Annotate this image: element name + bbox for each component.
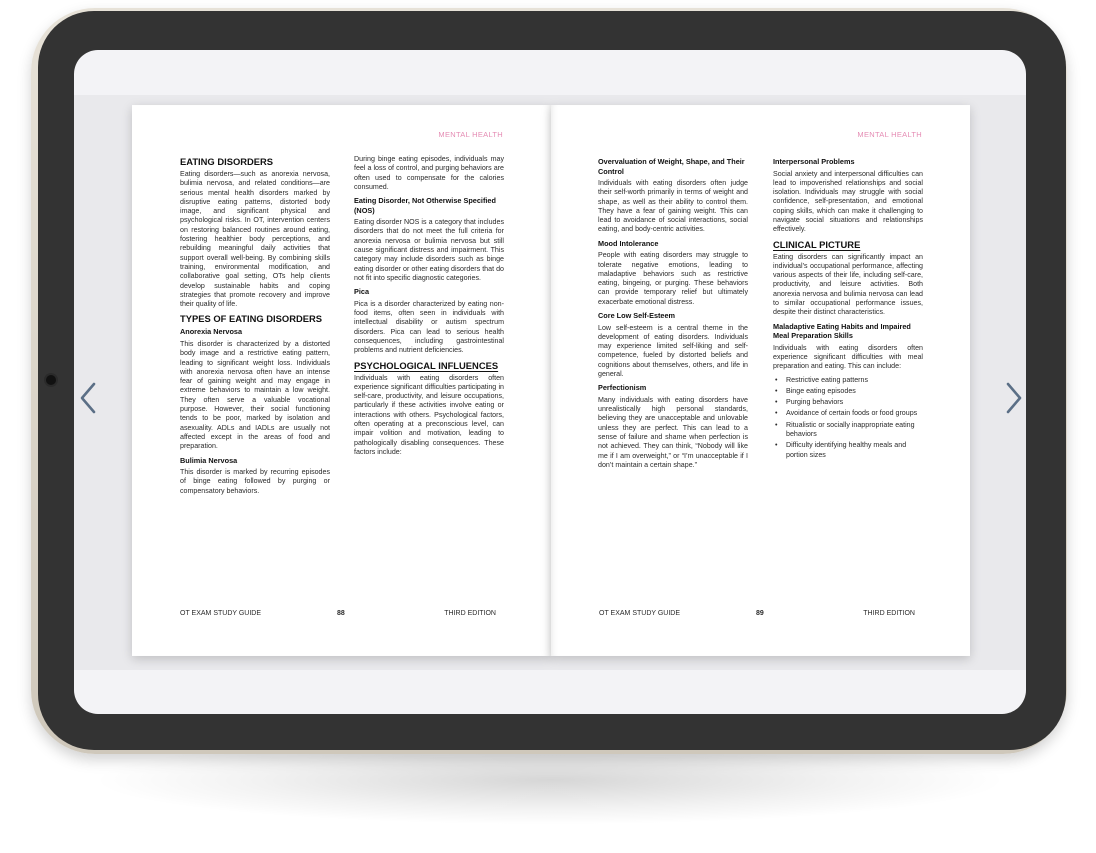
chevron-left-icon [78,380,100,416]
chevron-right-icon [1002,380,1024,416]
book-page-left [132,105,551,656]
paragraph: Eating disorder NOS is a category that includes disorders that do not meet the full criteria for anorexia nervosa or bulimia nervosa but still cause significant distress and impairment. This category may include disorders such as binge eating disorder or other eating disorders that do not fit into specific diagnostic categories. [354,218,504,282]
paragraph: Individuals with eating disorders often experience significant difficulties with meal preparation and eating. This can include: [773,343,923,371]
subsection-heading: Core Low Self-Esteem [598,311,676,321]
list-item: • Binge eating episodes [773,387,923,396]
paragraph: Eating disorders—such as anorexia nervosa, bulimia nervosa, and related conditions—are serious mental health disorders marked by disruptive eating patterns, distorted body image, and significant physical and psychological risks. In OT, intervention centers on restoring balanced routines around eating, fostering healthier body perceptions, and rebuilding meaningful daily activities that support overall well-being. By combining skills training, environmental modification, and collaborative goal setting, OTs help clients develop sustainable habits and coping strategies that promote recovery and improve their quality of life. [180,170,330,309]
subsection-heading: Perfectionism [598,383,647,393]
paragraph: Low self-esteem is a central theme in the development of eating disorders. Individuals may experience limited self-liking and self-competence, fueled by distorted beliefs and cognitions about themselves, others, and life in general. [598,323,748,379]
subsection-heading: Eating Disorder, Not Otherwise Specified (NOS) [354,196,496,215]
subsection-heading: Overvaluation of Weight, Shape, and Their Control [598,157,745,176]
paragraph: People with eating disorders may struggle to tolerate negative emotions, leading to maladaptive behaviors such as restrictive eating, bingeing, or purging. These behaviors can provide temporary relief but ultimately exacerbate emotional distress. [598,251,748,306]
subsection-heading: Mood Intolerance [598,238,659,248]
list-item: • Ritualistic or socially inappropriate eating behaviors [773,421,923,440]
paragraph: Social anxiety and interpersonal difficulties can lead to impoverished relationships and social isolation. Individuals may struggle with social confidence, self-presentation, and emotional coping skills, which can make it challenging to navigate social situations and relationships effectively. [773,169,923,234]
footer-edition: THIRD EDITION [444,610,496,617]
subsection-heading: Pica [354,287,370,297]
page-column-2 [773,155,923,462]
book-page-right [551,105,970,656]
running-head: MENTAL HEALTH [438,130,503,139]
list-item: • Purging behaviors [773,398,923,407]
paragraph: Many individuals with eating disorders have unrealistically high personal standards, believing they are unacceptable and unlovable unless they are perfect. This can lead to a sense of failure and shame when perfection is not achieved. They can think, “Nobody will like me if I am overweight,” or “I’m unacceptable if I don’t maintain a certain shape.” [598,395,748,469]
section-heading: PSYCHOLOGICAL INFLUENCES [354,359,499,371]
section-heading: CLINICAL PICTURE [773,238,861,250]
front-camera [46,375,56,385]
subsection-heading: Maladaptive Eating Habits and Impaired Meal Preparation Skills [773,321,911,341]
paragraph: Individuals with eating disorders often judge their self-worth primarily in terms of weight and shape, as well as their ability to control them. They have a fear of gaining weight. This can lead to avoidance of social interactions, social eating, and body-centric activities. [598,179,748,234]
page-column-1 [180,155,330,500]
page-column-1 [598,155,748,474]
paragraph: This disorder is marked by recurring episodes of binge eating followed by purging or compensatory behaviors. [180,468,330,495]
section-heading: EATING DISORDERS [180,156,274,167]
section-heading: TYPES OF EATING DISORDERS [180,313,323,325]
paragraph: Pica is a disorder characterized by eating non-food items, often seen in individuals with intellectual disability or autism spectrum disorders. Pica can lead to serious health consequences, including gastrointestinal problems and nutrient deficiencies. [354,299,504,355]
page-number: 88 [337,610,345,617]
paragraph: During binge eating episodes, individuals may feel a loss of control, and purging behaviors are often used to compensate for the calories consumed. [354,155,504,191]
list-item: • Restrictive eating patterns [773,376,923,385]
running-head: MENTAL HEALTH [857,130,922,139]
footer-book-title: OT EXAM STUDY GUIDE [599,610,681,617]
page-number: 89 [756,610,764,617]
previous-page-button[interactable] [78,380,100,416]
paragraph: This disorder is characterized by a distorted body image and a restrictive eating pattern, leading to significant weight loss. Individuals with anorexia nervosa often have an intense fear of gaining weight and may engage in extreme behaviors to maintain a low weight. They often serve a valuable vocational purpose. However, their social functioning tends to be poor, marked by isolation and asexuality. ADLs and IADLs are usually not affected except in the areas of food and preparation. [180,339,330,451]
next-page-button[interactable] [1002,380,1024,416]
ebook-reader-screen [74,50,1026,714]
page-column-2 [354,155,504,461]
bullet-list [773,376,923,460]
paragraph: Eating disorders can significantly impact an individual’s occupational performance, affecting various aspects of their life, including self-care, productivity, and leisure activities. Both anorexia nervosa and bulimia nervosa can lead to similar occupational performance issues, despite their distinct characteristics. [773,252,923,317]
subsection-heading: Interpersonal Problems [773,157,855,166]
list-item: • Difficulty identifying healthy meals and portion sizes [773,441,923,460]
subsection-heading: Bulimia Nervosa [180,455,238,465]
list-item: • Avoidance of certain foods or food groups [773,409,923,418]
footer-book-title: OT EXAM STUDY GUIDE [180,610,262,617]
paragraph: Individuals with eating disorders often experience significant difficulties participating in self-care, productivity, and leisure occupations, particularly if these activities involve eating or interactions with others. Psychological factors, often operating at a preconscious level, can impair volition and motivation, leading to pathologically disabling consequences. These factors include: [354,373,504,456]
footer-edition: THIRD EDITION [863,610,915,617]
subsection-heading: Anorexia Nervosa [180,327,243,337]
